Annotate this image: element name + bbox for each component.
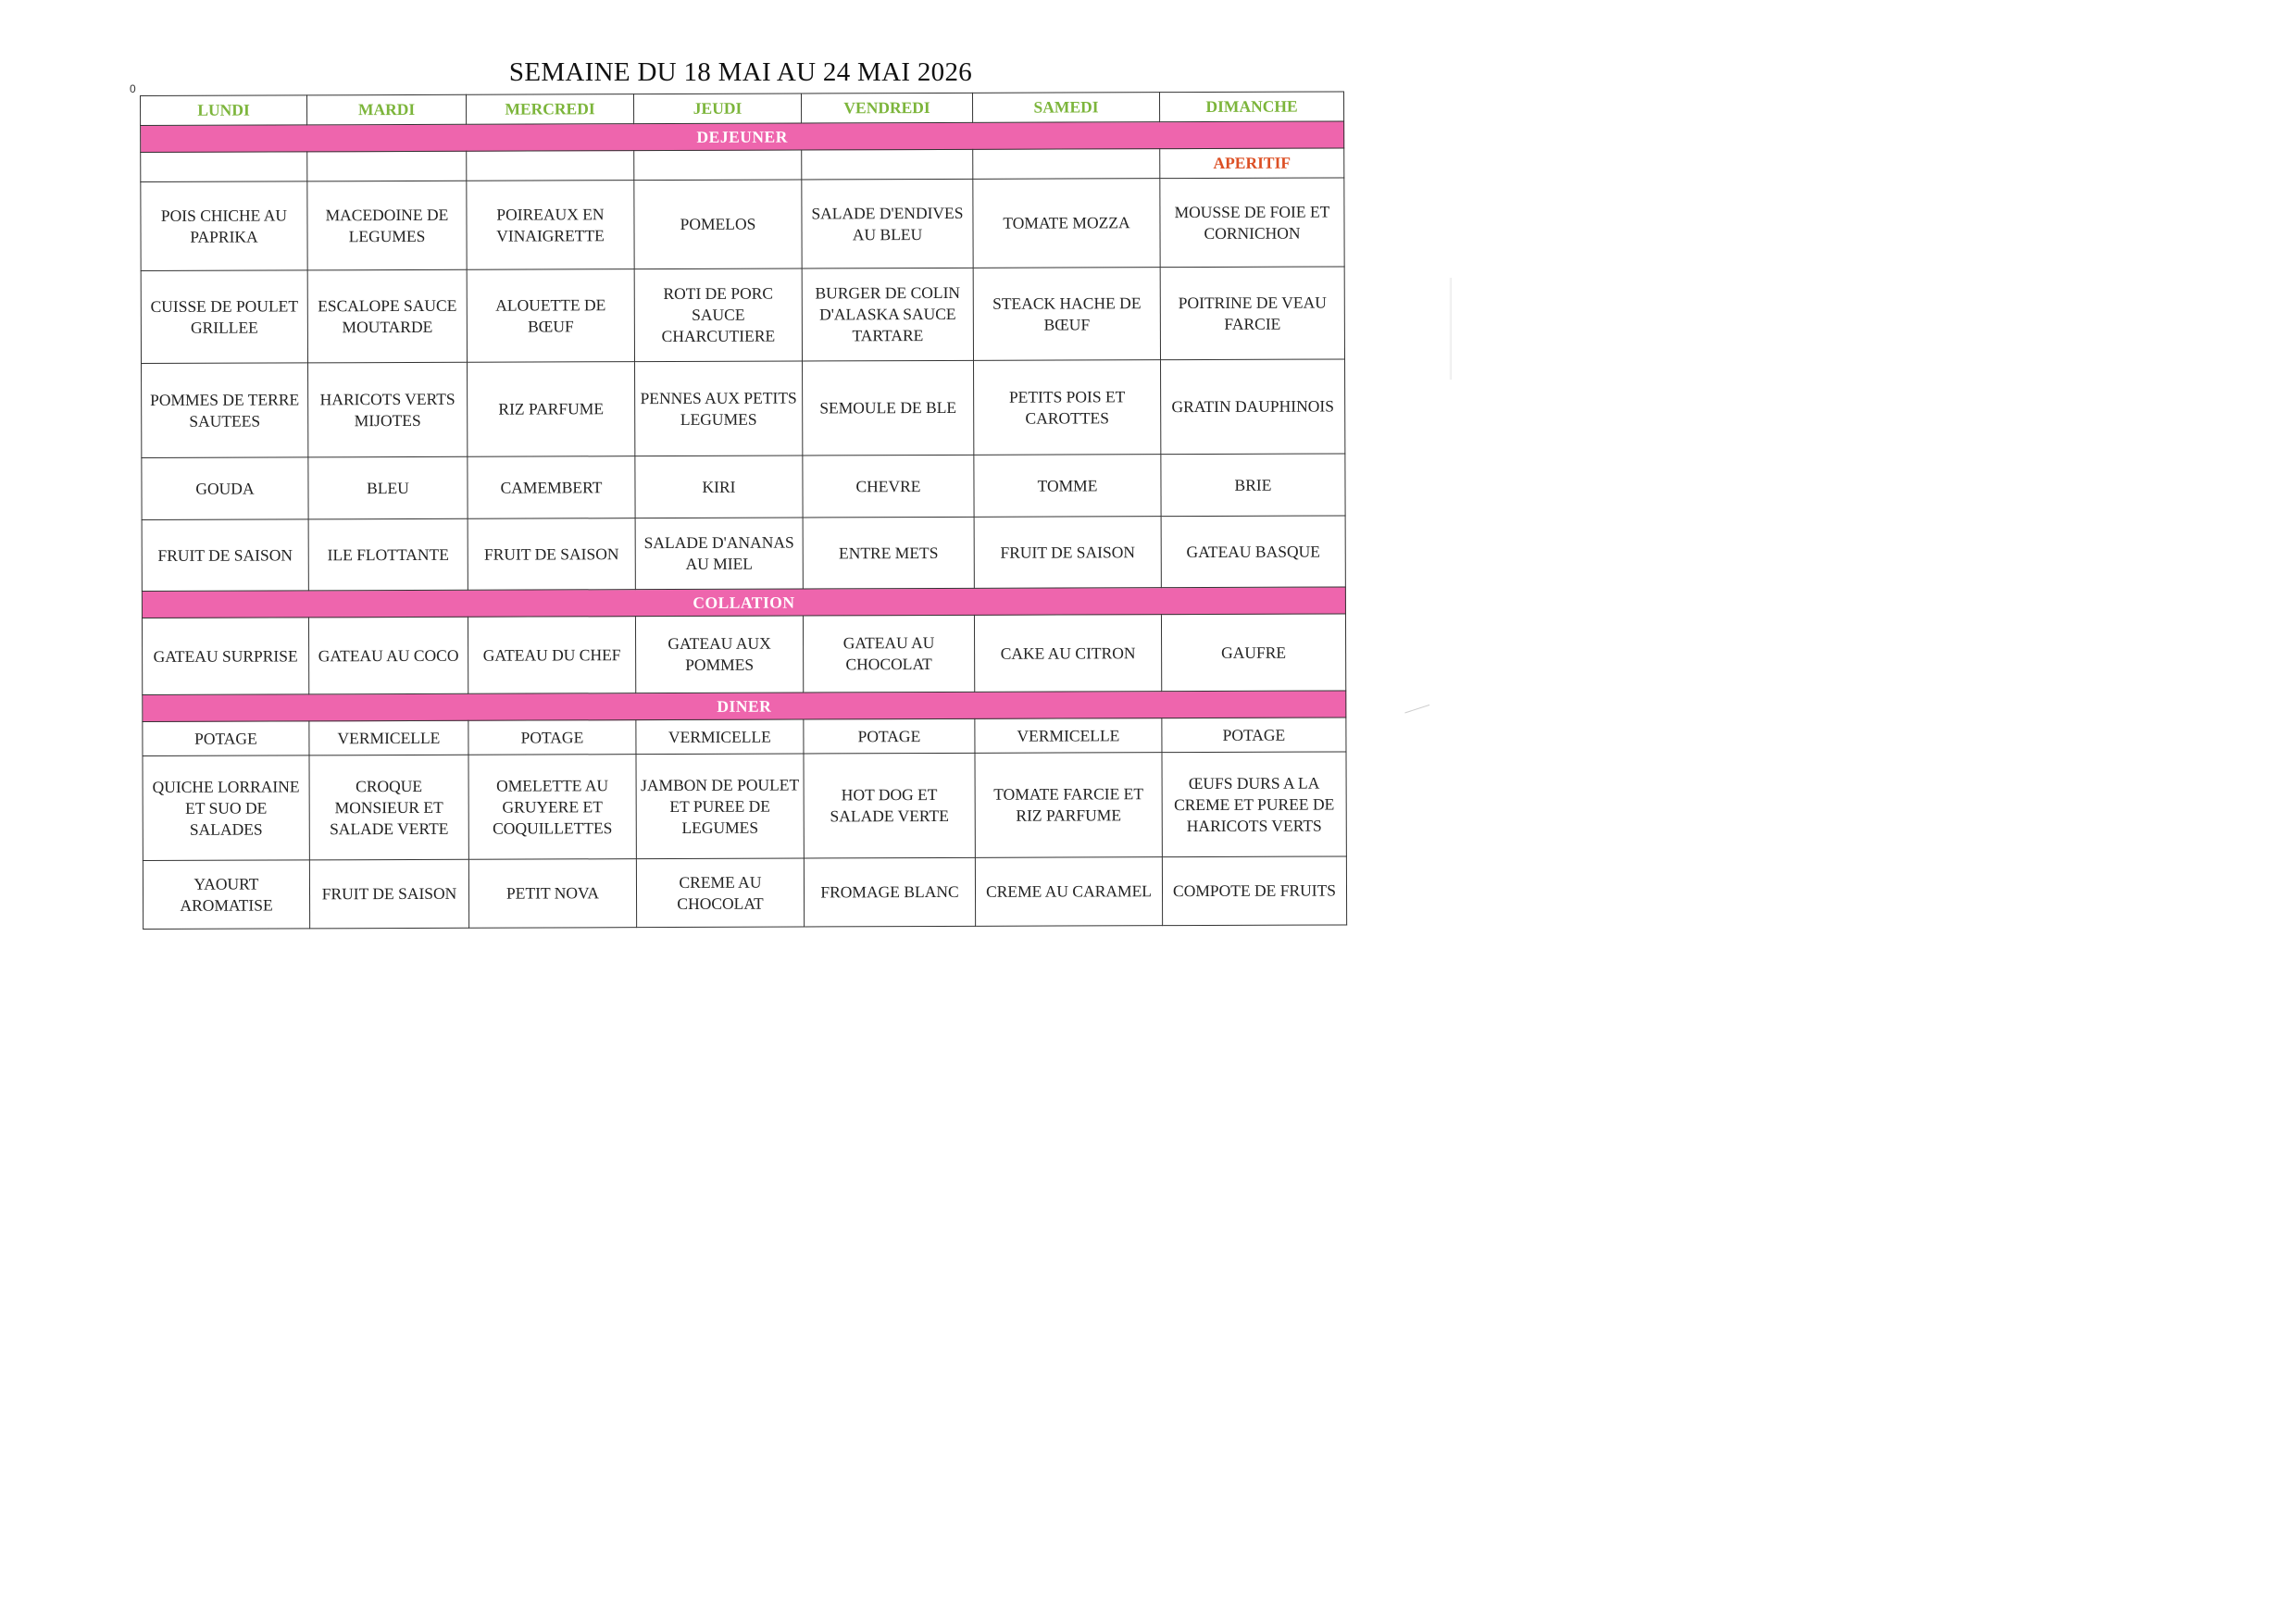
section-row-diner [143,691,1346,722]
dejeuner-side-row [142,359,1345,458]
menu-cell: TOMATE FARCIE ET RIZ PARFUME [975,753,1162,858]
subheader-cell [307,151,467,181]
menu-cell: RIZ PARFUME [468,362,635,457]
menu-cell: BRIE [1161,454,1345,517]
menu-cell: QUICHE LORRAINE ET SUO DE SALADES [143,755,309,861]
menu-cell: HOT DOG ET SALADE VERTE [804,753,975,858]
menu-cell: BURGER DE COLIN D'ALASKA SAUCE TARTARE [802,268,973,361]
menu-cell: MACEDOINE DE LEGUMES [307,181,467,270]
menu-cell: GATEAU DU CHEF [468,617,635,694]
day-header-mercredi: MERCREDI [466,94,633,125]
menu-cell: GATEAU AU CHOCOLAT [803,615,974,693]
subheader-cell [973,149,1160,180]
menu-cell: GRATIN DAUPHINOIS [1161,359,1345,455]
menu-cell: SEMOULE DE BLE [803,360,974,456]
aperitif-label: APERITIF [1160,148,1344,179]
menu-cell: POITRINE DE VEAU FARCIE [1160,267,1344,360]
menu-cell: POMMES DE TERRE SAUTEES [142,363,308,458]
menu-cell: FRUIT DE SAISON [974,517,1161,589]
menu-cell: POTAGE [468,720,636,755]
menu-cell: FRUIT DE SAISON [309,859,468,929]
menu-cell: OMELETTE AU GRUYERE ET COQUILLETTES [468,755,636,860]
menu-cell: VERMICELLE [975,718,1162,754]
menu-cell: POMELOS [634,180,802,269]
menu-cell: POTAGE [143,721,309,756]
menu-cell: YAOURT AROMATISE [143,860,309,930]
day-header-lundi: LUNDI [141,95,307,126]
menu-cell: CREME AU CARAMEL [975,857,1162,927]
dejeuner-subheader-row [141,148,1344,182]
menu-cell: GATEAU AU COCO [308,617,468,694]
menu-cell: FRUIT DE SAISON [468,518,635,591]
dejeuner-starter-row [141,178,1344,271]
menu-cell: COMPOTE DE FRUITS [1162,856,1346,926]
menu-cell: MOUSSE DE FOIE ET CORNICHON [1160,178,1344,268]
menu-cell: POTAGE [804,718,975,754]
day-header-dimanche: DIMANCHE [1159,92,1343,122]
subheader-cell [634,150,802,181]
subheader-cell [141,152,307,182]
menu-cell: VERMICELLE [636,719,804,755]
menu-cell: TOMATE MOZZA [973,179,1160,268]
diner-dessert-row [143,856,1346,930]
menu-cell: CHEVRE [803,455,974,518]
menu-cell: ALOUETTE DE BŒUF [467,269,634,363]
menu-cell: PETITS POIS ET CAROTTES [974,360,1161,456]
menu-cell: TOMME [974,455,1161,518]
menu-cell: FROMAGE BLANC [804,857,975,927]
dejeuner-dessert-row [142,516,1345,592]
day-header-samedi: SAMEDI [972,93,1159,123]
day-header-vendredi: VENDREDI [801,93,972,123]
menu-cell: KIRI [635,456,803,518]
menu-cell: POIS CHICHE AU PAPRIKA [141,181,307,271]
menu-cell: CREME AU CHOCOLAT [636,858,804,928]
subheader-cell [802,149,973,180]
section-row-dejeuner [141,121,1344,153]
menu-cell: ENTRE METS [803,517,974,589]
days-header-row [141,92,1344,126]
corner-mark: 0 [130,82,136,95]
menu-cell: GATEAU AUX POMMES [635,616,803,693]
scan-mark [1404,705,1431,720]
menu-cell: PENNES AUX PETITS LEGUMES [635,361,803,456]
page-title: SEMAINE DU 18 MAI AU 24 MAI 2026 [508,57,973,87]
menu-cell: STEACK HACHE DE BŒUF [973,268,1160,361]
menu-cell: CUISSE DE POULET GRILLEE [141,270,307,364]
menu-cell: ROTI DE PORC SAUCE CHARCUTIERE [634,268,802,362]
dejeuner-cheese-row [142,454,1345,520]
menu-cell: BLEU [308,456,468,519]
menu-cell: PETIT NOVA [468,859,636,929]
subheader-cell [467,151,634,181]
section-row-collation [142,587,1345,618]
menu-cell: ŒUFS DURS A LA CREME ET PUREE DE HARICOTS VERTS [1162,752,1346,857]
menu-cell: SALADE D'ENDIVES AU BLEU [802,179,973,268]
menu-cell: CAKE AU CITRON [974,615,1161,693]
menu-cell: ESCALOPE SAUCE MOUTARDE [307,269,467,363]
dejeuner-main-row [141,267,1344,364]
diner-main-row [143,752,1346,861]
menu-cell: POTAGE [1162,718,1346,753]
scan-edge [1449,278,1452,380]
menu-cell: GOUDA [142,457,308,520]
day-header-jeudi: JEUDI [633,94,801,124]
menu-cell: GATEAU SURPRISE [142,618,308,695]
menu-cell: JAMBON DE POULET ET PUREE DE LEGUMES [636,754,804,859]
menu-cell: GATEAU BASQUE [1161,516,1345,588]
menu-cell: HARICOTS VERTS MIJOTES [308,362,468,457]
section-dejeuner: DEJEUNER [141,121,1344,153]
day-header-mardi: MARDI [307,94,467,125]
menu-cell: FRUIT DE SAISON [142,519,308,592]
section-diner: DINER [143,691,1346,722]
menu-cell: SALADE D'ANANAS AU MIEL [635,518,803,590]
diner-soup-row [143,718,1346,756]
menu-cell: ILE FLOTTANTE [308,518,468,591]
menu-cell: CROQUE MONSIEUR ET SALADE VERTE [309,755,468,860]
menu-cell: GAUFRE [1161,614,1345,692]
menu-cell: POIREAUX EN VINAIGRETTE [467,181,634,270]
collation-row [142,614,1345,695]
menu-cell: CAMEMBERT [468,456,635,519]
section-collation: COLLATION [142,587,1345,618]
menu-cell: VERMICELLE [309,720,468,755]
weekly-menu-table [140,91,1347,930]
